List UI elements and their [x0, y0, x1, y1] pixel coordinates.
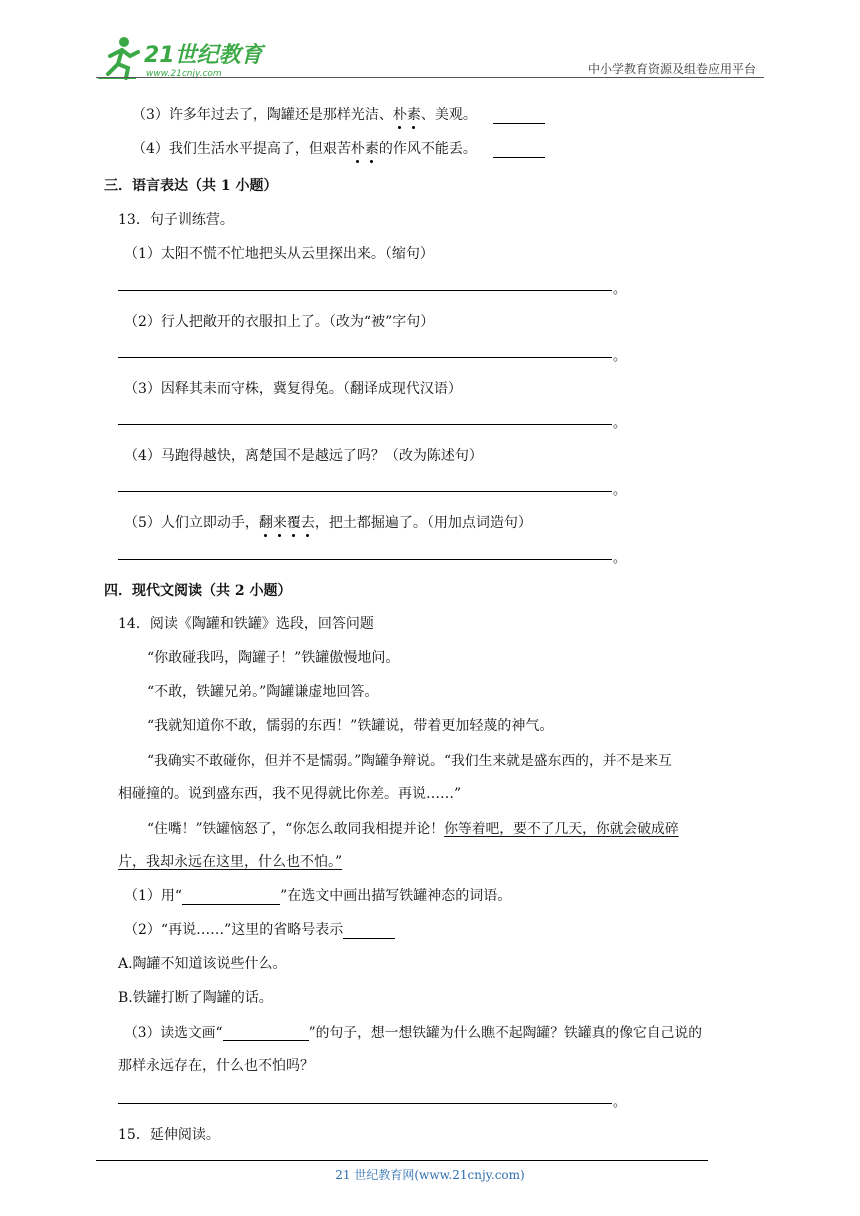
- passage-paragraph: “我就知道你不敢，懦弱的东西！”铁罐说，带着更加轻蔑的神气。: [147, 718, 554, 734]
- header-platform-text: 中小学教育资源及组卷应用平台: [587, 62, 756, 76]
- logo: [96, 34, 286, 82]
- dotted-char: 覆: [287, 512, 301, 532]
- answer-blank[interactable]: [343, 924, 395, 939]
- line-end-period: 。: [613, 551, 627, 566]
- q13-item-2: （2）行人把敞开的衣服扣上了。（改为“被”字句）: [124, 314, 435, 330]
- underlined-sentence: 片，我却永远在这里，什么也不怕。”: [118, 854, 343, 870]
- footer-text: 21 世纪教育网(www.21cnjy.com): [335, 1168, 525, 1182]
- footer-divider: [96, 1160, 708, 1161]
- dotted-char: 去: [301, 512, 315, 532]
- underline-sample: [182, 890, 280, 905]
- dotted-char: 朴: [393, 104, 407, 124]
- q14-stem: 14．阅读《陶罐和铁罐》选段，回答问题: [118, 616, 374, 632]
- section-4-heading-post: 小题）: [244, 583, 292, 599]
- answer-line[interactable]: [118, 559, 612, 560]
- section-3-heading-pre: 三．语言表达（共: [104, 178, 221, 194]
- q15-stem: 15．延伸阅读。: [118, 1127, 220, 1143]
- passage-paragraph: “我确实不敢碰你，但并不是懦弱。”陶罐争辩说。“我们生来就是盛东西的，并不是来互: [147, 753, 672, 769]
- answer-blank[interactable]: [493, 109, 545, 124]
- dotted-char: 来: [273, 512, 287, 532]
- answer-line[interactable]: [118, 357, 612, 358]
- line-end-period: 。: [613, 282, 627, 297]
- answer-line[interactable]: [118, 424, 612, 425]
- underline-sample: [223, 1026, 309, 1041]
- dotted-char: 素: [365, 138, 379, 158]
- q12-item-3-text-pre: （3）许多年过去了，陶罐还是那样光洁、: [132, 107, 393, 123]
- dotted-char: 素: [407, 104, 421, 124]
- logo-url: www.21cnjy.com: [146, 69, 222, 79]
- answer-line[interactable]: [118, 290, 612, 291]
- q12-item-4-text-post: 的作风不能丢。: [378, 141, 477, 157]
- q12-item-4: [132, 138, 545, 158]
- dotted-char: 朴: [351, 138, 365, 158]
- q13-item-5: [124, 512, 532, 532]
- q13-item-3: （3）因释其耒而守株，冀复得兔。（翻译成现代汉语）: [124, 381, 462, 397]
- logo-text: 21世纪教育: [144, 43, 263, 68]
- passage-paragraph: “你敢碰我吗，陶罐子！”铁罐傲慢地问。: [147, 650, 400, 666]
- section-4-heading-pre: 四．现代文阅读（共: [104, 583, 235, 599]
- section-3-count: 1: [220, 178, 231, 194]
- dotted-char: 翻: [259, 512, 273, 532]
- q14-sub-2: [124, 919, 395, 939]
- section-4-heading: [104, 580, 292, 600]
- option-a: A.陶罐不知道该说些什么。: [118, 956, 287, 972]
- q13-stem: 13．句子训练营。: [118, 212, 234, 228]
- answer-line[interactable]: [118, 491, 612, 492]
- q13-item-5-post: ，把土都掘遍了。（用加点词造句）: [314, 515, 532, 531]
- q14-sub-3: [124, 1021, 702, 1041]
- runner-icon: [98, 37, 138, 78]
- q14-sub-3-cont: 那样永远存在，什么也不怕吗？: [118, 1058, 314, 1074]
- q13-item-5-pre: （5）人们立即动手，: [124, 515, 259, 531]
- line-end-period: 。: [613, 1095, 627, 1110]
- q14-sub-1-post: ”在选文中画出描写铁罐神态的词语。: [280, 888, 512, 904]
- q12-item-3: [132, 104, 545, 124]
- passage-text: “住嘴！”铁罐恼怒了，“你怎么敢同我相提并论！: [147, 821, 445, 837]
- line-end-period: 。: [613, 349, 627, 364]
- passage-paragraph: “不敢，铁罐兄弟。”陶罐谦虚地回答。: [147, 684, 379, 700]
- line-end-period: 。: [613, 416, 627, 431]
- q13-item-1: （1）太阳不慌不忙地把头从云里探出来。（缩句）: [124, 246, 434, 262]
- answer-line[interactable]: [118, 1103, 612, 1104]
- passage-paragraph-cont: 相碰撞的。说到盛东西，我不见得就比你差。再说……”: [118, 786, 462, 802]
- q12-item-3-text-post: 、美观。: [420, 107, 477, 123]
- line-end-period: 。: [613, 483, 627, 498]
- section-3-heading: [104, 175, 278, 195]
- q14-sub-1-pre: （1）用“: [124, 888, 183, 904]
- section-3-heading-post: 小题）: [230, 178, 278, 194]
- passage-paragraph: [147, 817, 679, 837]
- q12-item-4-text-pre: （4）我们生活水平提高了，但艰苦: [132, 141, 351, 157]
- q13-item-4: （4）马跑得越快，离楚国不是越远了吗？（改为陈述句）: [124, 448, 483, 464]
- option-b: B.铁罐打断了陶罐的话。: [118, 990, 273, 1006]
- q14-sub-1: [124, 885, 511, 905]
- header-divider: [96, 77, 764, 78]
- answer-blank[interactable]: [493, 143, 545, 158]
- underlined-sentence: 你等着吧，要不了几天，你就会破成碎: [444, 821, 679, 837]
- q14-sub-2-text: （2）“再说……”这里的省略号表示: [124, 922, 344, 938]
- q14-sub-3-pre: （3）读选文画“: [124, 1025, 223, 1041]
- section-4-count: 2: [234, 583, 245, 599]
- q14-sub-3-post: ”的句子，想一想铁罐为什么瞧不起陶罐？铁罐真的像它自己说的: [308, 1025, 702, 1041]
